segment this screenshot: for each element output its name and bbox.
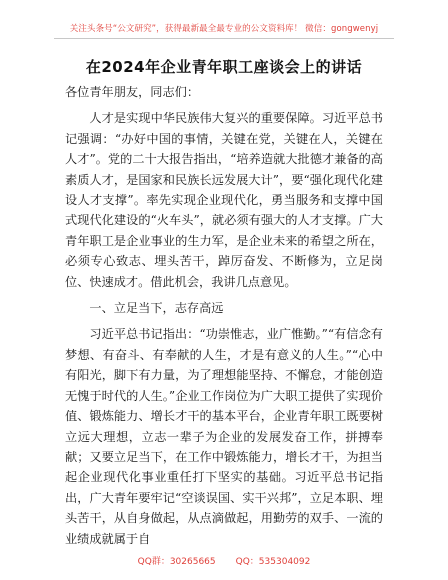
document-body bbox=[65, 82, 383, 549]
section-heading: 一、立足当下，志存高远 bbox=[89, 301, 224, 316]
footer-qq: QQ：535304092 bbox=[235, 557, 311, 567]
header-divider bbox=[54, 38, 394, 39]
footer-qq-group: QQ群：30265665 bbox=[137, 557, 216, 567]
document-title: 在2024年企业青年职工座谈会上的讲话 bbox=[85, 58, 363, 76]
body-paragraph: 习近平总书记指出：“功崇惟志，业广惟勤。”“有信念有梦想、有奋斗、有奉献的人生，才是有意义的人生。”“心中有阳光，脚下有力量，为了理想能坚持、不懈怠，才能创造无愧于时代的人生。”企业工作岗位为广大职工提供了实现价值、锻炼能力、增长才干的基本平台，企业青年职工既要树立远大理想，立志一辈子为企业的发展发奋工作，拼搏奉献；又要立足当下，在工作中锻炼能力，增长才干，为担当起企业现代化事业重任打下坚实的基础。习近平总书记指出，广大青年要牢记“空谈误国、实干兴邦”，立足本职、埋头苦干，从自身做起，从点滴做起，用勤劳的双手、一流的业绩成就属于自 bbox=[65, 327, 383, 546]
greeting-line: 各位青年朋友，同志们： bbox=[65, 85, 200, 99]
footer-contact bbox=[0, 554, 448, 567]
promo-banner: 关注头条号“公文研究”，获得最新最全最专业的公文资料库！ 微信：gongwenyj bbox=[69, 24, 379, 34]
body-paragraph: 人才是实现中华民族伟大复兴的重要保障。习近平总书记强调：“办好中国的事情，关键在党，关键在人，关键在人才”。党的二十大报告指出，“培养造就大批德才兼备的高素质人才，是国家和民族长远发展大计”，要“强化现代化建设人才支撑”。率先实现企业现代化，勇当服务和支撑中国式现代化建设的“火车头”，就必须有强大的人才支撑。广大青年职工是企业事业的生力军，是企业未来的希望之所在，必须专心致志、埋头苦干，踔厉奋发、不断修为，立足岗位、快速成才。借此机会，我讲几点意见。 bbox=[65, 111, 383, 289]
